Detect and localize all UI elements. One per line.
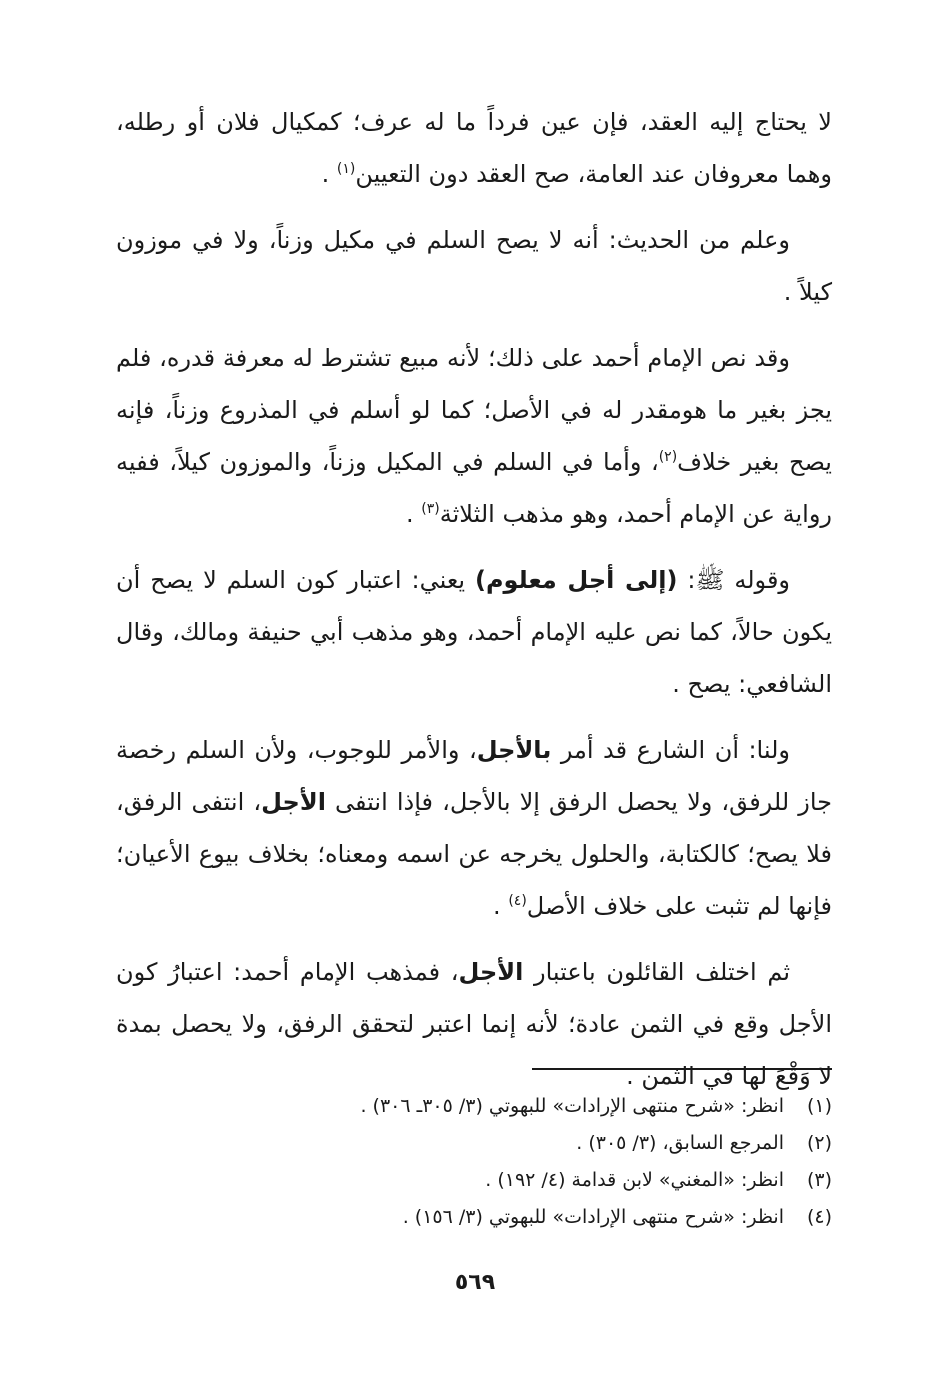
paragraph-6-part: ثم اختلف القائلون باعتبار — [523, 958, 791, 986]
page-number: ٥٦٩ — [454, 1270, 496, 1295]
footnote-separator — [532, 1068, 832, 1070]
footnote-4 — [116, 1199, 832, 1236]
paragraph-5-part: ، انتفى الرفق، فلا يصح؛ كالكتابة، والحلول يخرجه عن اسمه ومعناه؛ بخلاف بيوع الأعيان؛ فإنها لم تثبت على خلاف الأصل — [116, 788, 832, 920]
footnote-2 — [116, 1125, 832, 1162]
paragraph-3-text: وقد نص الإمام أحمد على ذلك؛ لأنه مبيع تشترط له معرفة قدره، فلم يجز بغير ما هومقدر له في الأصل؛ كما لو أسلم في المذروع وزناً، فإنه يصح بغير خلاف — [116, 344, 832, 476]
paragraph-1-end: . — [321, 160, 337, 188]
paragraph-4-text-after: يعني: اعتبار كون السلم لا يصح أن يكون حالاً، كما نص عليه الإمام أحمد، وهو مذهب أبي حنيفة ومالك، وقال الشافعي: يصح . — [116, 566, 832, 698]
footnote-text: انظر: «شرح منتهى الإرادات» للبهوتي (٣/ ٣٠٥ـ ٣٠٦) . — [360, 1095, 784, 1117]
paragraph-4-text-before: وقوله ﷺ: — [677, 566, 791, 594]
footnote-number: (١) — [806, 1095, 832, 1117]
main-text — [116, 96, 832, 1116]
paragraph-4 — [116, 554, 832, 710]
paragraph-3-text-continued: ، وأما في السلم في المكيل وزناً، والموزون كيلاً، ففيه رواية عن الإمام أحمد، وهو مذهب الثلاثة — [116, 448, 832, 528]
footnote-text: المرجع السابق، (٣/ ٣٠٥) . — [576, 1132, 784, 1154]
paragraph-2-text: وعلم من الحديث: أنه لا يصح السلم في مكيل وزناً، ولا في موزون كيلاً . — [116, 226, 832, 306]
footnote-number: (٤) — [806, 1206, 832, 1228]
footnote-ref-1[interactable]: (١) — [336, 161, 356, 177]
footnotes — [116, 1088, 832, 1236]
paragraph-3 — [116, 332, 832, 540]
footnote-text: انظر: «المغني» لابن قدامة (٤/ ١٩٢) . — [485, 1169, 784, 1191]
paragraph-5-end: . — [493, 892, 509, 920]
paragraph-6 — [116, 946, 832, 1102]
footnote-number: (٣) — [806, 1169, 832, 1191]
footnote-number: (٢) — [806, 1132, 832, 1154]
paragraph-2 — [116, 214, 832, 318]
paragraph-6-bold-term: الأجل — [458, 958, 524, 986]
hadith-quote: (إلى أجل معلوم) — [474, 566, 678, 594]
footnote-3 — [116, 1162, 832, 1199]
paragraph-5-part: ولنا: أن الشارع قد أمر — [551, 736, 790, 764]
footnote-ref-4[interactable]: (٤) — [508, 893, 527, 909]
paragraph-6-part: ، فمذهب الإمام أحمد: اعتبارُ كون الأجل وقع في الثمن عادة؛ لأنه إنما اعتبر لتحقق الرفق، ولا يحصل بمدة لا وَقْعَ لها في الثمن . — [116, 958, 832, 1090]
paragraph-5-bold-term: الأجل — [261, 788, 326, 816]
footnote-ref-2[interactable]: (٢) — [658, 449, 678, 465]
paragraph-3-end: . — [405, 500, 422, 528]
paragraph-1 — [116, 96, 832, 200]
footnote-text: انظر: «شرح منتهى الإرادات» للبهوتي (٣/ ١٥٦) . — [402, 1206, 784, 1228]
paragraph-1-text: لا يحتاج إليه العقد، فإن عين فرداً ما له عرف؛ كمكيال فلان أو رطله، وهما معروفان عند العامة، صح العقد دون التعيين — [116, 108, 832, 188]
paragraph-5-part: ، والأمر للوجوب، ولأن السلم رخصة جاز للرفق، ولا يحصل الرفق إلا بالأجل، فإذا انتفى — [116, 736, 832, 816]
paragraph-5 — [116, 724, 832, 932]
footnote-ref-3[interactable]: (٣) — [421, 501, 440, 517]
paragraph-5-bold-term: بالأجل — [476, 736, 552, 764]
footnote-1 — [116, 1088, 832, 1125]
